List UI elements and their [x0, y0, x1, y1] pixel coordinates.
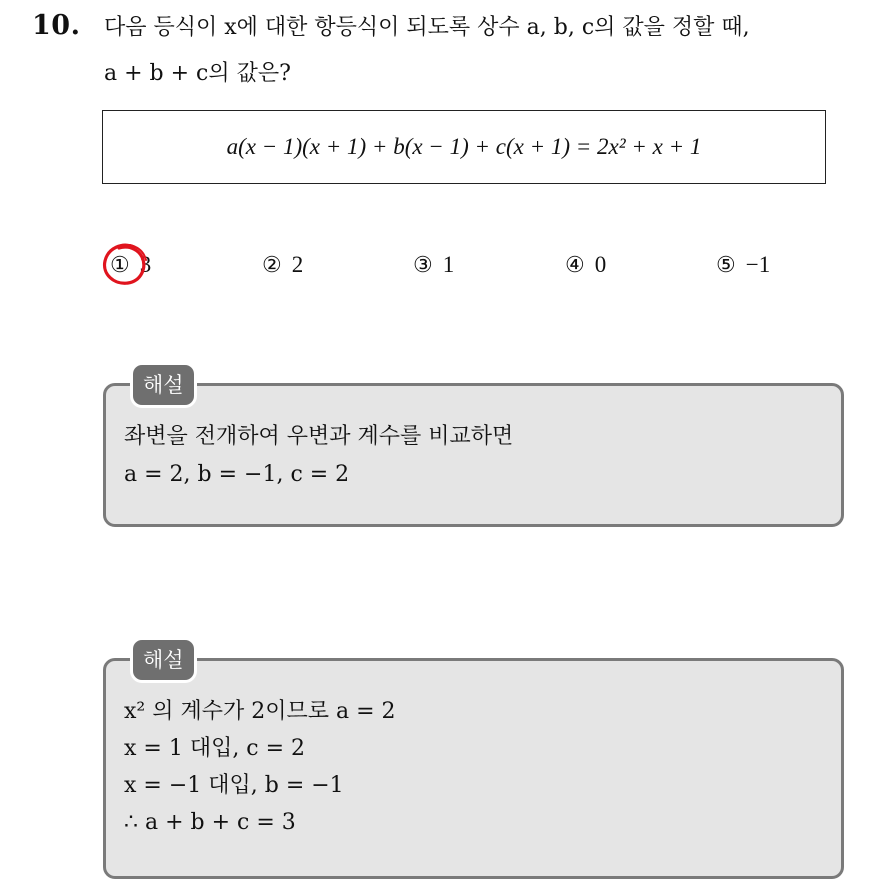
equation-box: [102, 110, 826, 184]
solution-2-line-3: x = −1 대입, b = −1: [124, 773, 344, 798]
choice-marker: ⑤: [716, 253, 736, 278]
answer-mark-circle-icon: [100, 240, 150, 288]
solution-2-line-1: x² 의 계수가 2이므로 a = 2: [124, 699, 396, 724]
choice-5[interactable]: [716, 247, 770, 284]
choice-3[interactable]: [413, 247, 454, 284]
question-line-1: 다음 등식이 x에 대한 항등식이 되도록 상수 a, b, c의 값을 정할 때,: [104, 15, 750, 40]
choice-value: 1: [442, 252, 455, 277]
solution-box-2: [103, 658, 844, 879]
choice-marker: ②: [262, 253, 282, 278]
question-line-2: a + b + c의 값은?: [104, 61, 291, 86]
choice-value: 2: [291, 252, 304, 277]
problem-number: 10.: [32, 10, 81, 41]
solution-box-1: [103, 383, 844, 527]
solution-1-line-1: 좌변을 전개하여 우변과 계수를 비교하면: [124, 424, 514, 449]
choice-4[interactable]: [565, 247, 606, 284]
choice-value: 3: [139, 252, 152, 277]
solution-1-line-2: a = 2, b = −1, c = 2: [124, 462, 350, 487]
choice-marker: ①: [110, 253, 130, 278]
choice-value: 0: [594, 252, 607, 277]
equation-text: a(x − 1)(x + 1) + b(x − 1) + c(x + 1) = 2x² + x + 1: [226, 134, 702, 159]
choice-2[interactable]: [262, 247, 303, 284]
solution-2-line-2: x = 1 대입, c = 2: [124, 736, 306, 761]
choice-marker: ④: [565, 253, 585, 278]
solution-label-2: 해설: [130, 637, 197, 683]
choice-value: −1: [745, 252, 771, 277]
choice-marker: ③: [413, 253, 433, 278]
solution-label-1: 해설: [130, 362, 197, 408]
solution-2-line-4: ∴ a + b + c = 3: [124, 810, 296, 835]
